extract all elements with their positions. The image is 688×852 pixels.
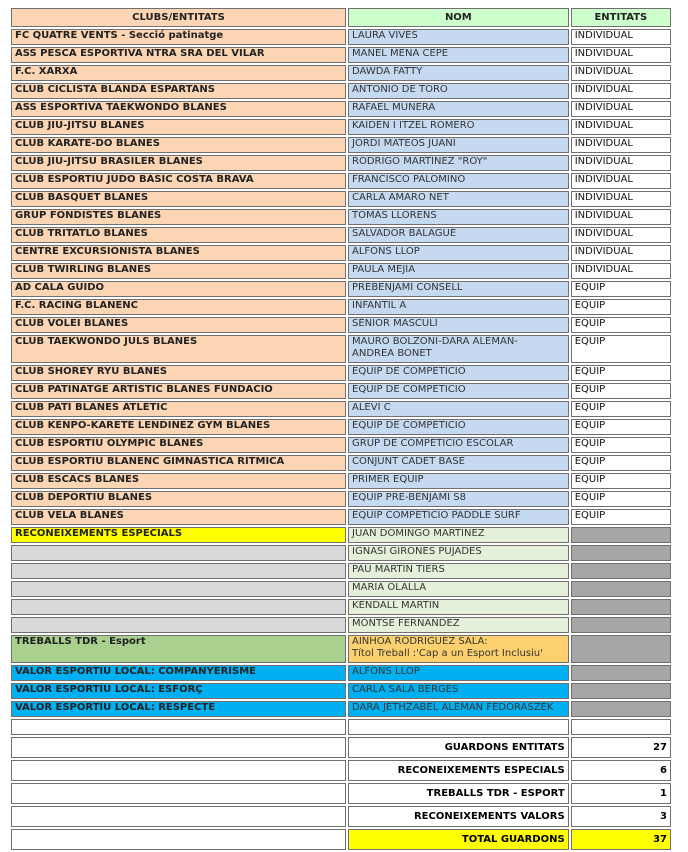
table-row [11,281,671,297]
reconeixement-row [11,581,671,597]
nom-cell: SALVADOR BALAGUÉ [348,227,569,243]
nom-cell: DAWDA FATTY [348,65,569,81]
entitats-cell: EQUIP [571,317,671,333]
table-row [11,137,671,153]
table-row [11,401,671,417]
table-row [11,101,671,117]
table-row [11,155,671,171]
club-cell: CLUB TRITATLÓ BLANES [11,227,346,243]
valor-name: ALFONS LLOP [348,665,569,681]
entitats-cell: INDIVIDUAL [571,47,671,63]
reconeixement-row [11,563,671,579]
nom-cell: CARLA AMARO NET [348,191,569,207]
club-cell: CLUB ESPORTIU JUDO BÀSIC COSTA BRAVA [11,173,346,189]
club-cell: CLUB ESPORTIU BLANENC GIMNÀSTICA RÍTMICA [11,455,346,471]
entitats-cell: INDIVIDUAL [571,191,671,207]
valor-row [11,701,671,717]
reconeixement-name: PAU MARTIN TIERS [348,563,569,579]
table-row [11,227,671,243]
table-row [11,119,671,135]
blank-cell [11,719,346,735]
table-row [11,83,671,99]
club-cell: CLUB ESPORTIU OLYMPIC BLANES [11,437,346,453]
club-cell: GRUP FONDISTES BLANES [11,209,346,225]
reconeixement-row [11,545,671,561]
club-cell: FC QUATRE VENTS - Secció patinatge [11,29,346,45]
summary-row [11,806,671,827]
valor-name: DARA JETHZABEL ALEMAN FEDORASZEK [348,701,569,717]
nom-cell: PREBENJAMÍ CONSELL [348,281,569,297]
nom-line: MAURO BOLZONI-DARA ALEMAN- [352,336,518,347]
nom-cell: ANTONIO DE TORO [348,83,569,99]
club-cell: CLUB CICLISTA BLANDA ESPARTANS [11,83,346,99]
reconeixement-name: MARIA OLALLA [348,581,569,597]
summary-label: RECONEIXEMENTS ESPECIALS [348,760,569,781]
reconeixement-name: MONTSE FERNANDEZ [348,617,569,633]
summary-blank [11,737,346,758]
table-row [11,317,671,333]
entitats-cell: INDIVIDUAL [571,83,671,99]
entitats-cell: INDIVIDUAL [571,155,671,171]
blank-label-cell [11,617,346,633]
club-cell: ASS ESPORTIVA TAEKWONDO BLANES [11,101,346,117]
blank-cell [348,719,569,735]
table-row [11,473,671,489]
club-cell: CLUB JIU-JITSU BRASILER BLANES [11,155,346,171]
blank-label-cell [11,599,346,615]
valor-name: CARLA SALA BERGÉS [348,683,569,699]
entitats-cell: INDIVIDUAL [571,29,671,45]
awards-table-body [11,29,671,850]
summary-row [11,783,671,804]
entitats-cell: INDIVIDUAL [571,137,671,153]
summary-label: TOTAL GUARDONS [348,829,569,850]
nom-cell: EQUIP DE COMPETICIÓ [348,383,569,399]
valor-label: VALOR ESPORTIU LOCAL: RESPECTE [11,701,346,717]
summary-value: 37 [571,829,671,850]
gray-cell [571,683,671,699]
entitats-cell: EQUIP [571,473,671,489]
table-row [11,299,671,315]
club-cell: ASS PESCA ESPORTIVA NTRA SRA DEL VILAR [11,47,346,63]
club-cell: CLUB PATÍ BLANES ATLÈTIC [11,401,346,417]
nom-cell: PAULA MEJÍA [348,263,569,279]
summary-blank [11,806,346,827]
table-row [11,173,671,189]
valor-label: VALOR ESPORTIU LOCAL: COMPANYERISME [11,665,346,681]
summary-value: 3 [571,806,671,827]
summary-blank [11,760,346,781]
nom-cell: EQUIP COMPETICIÓ PADDLE SURF [348,509,569,525]
club-cell: CLUB TAEKWONDO JULS BLANES [11,335,346,363]
header-clubs: CLUBS/ENTITATS [11,8,346,27]
entitats-cell: EQUIP [571,509,671,525]
table-row [11,455,671,471]
entitats-cell: EQUIP [571,335,671,363]
nom-cell: JORDI MATEOS JUANÍ [348,137,569,153]
entitats-cell: INDIVIDUAL [571,263,671,279]
reconeixement-name: KENDALL MARTIN [348,599,569,615]
entitats-cell: EQUIP [571,419,671,435]
club-cell: CLUB PATINATGE ARTÍSTIC BLANES FUNDACIÓ [11,383,346,399]
gray-cell [571,665,671,681]
entitats-cell: EQUIP [571,455,671,471]
club-cell: F.C. XARXA [11,65,346,81]
nom-cell: MANEL MENA CEPE [348,47,569,63]
table-row [11,29,671,45]
header-entitats: ENTITATS [571,8,671,27]
nom-cell: PRIMER EQUIP [348,473,569,489]
awards-table [9,6,673,852]
summary-value: 6 [571,760,671,781]
reconeixement-row [11,599,671,615]
blank-label-cell [11,545,346,561]
awards-table-container [9,6,673,852]
club-cell: CLUB VOLEI BLANES [11,317,346,333]
valor-row [11,665,671,681]
tdr-name: AINHOA RODRÍGUEZ SALA: [352,636,488,647]
entitats-cell: INDIVIDUAL [571,227,671,243]
club-cell: CLUB KARATE-DO BLANES [11,137,346,153]
club-cell: CLUB TWIRLING BLANES [11,263,346,279]
blank-row [11,719,671,735]
table-row [11,335,671,363]
table-row [11,245,671,261]
club-cell: CLUB JIU-JITSU BLANES [11,119,346,135]
tdr-row [11,635,671,663]
nom-cell: EQUIP DE COMPETICIÓ [348,419,569,435]
nom-cell: GRUP DE COMPETICIÓ ESCOLAR [348,437,569,453]
gray-cell [571,635,671,663]
entitats-cell: INDIVIDUAL [571,65,671,81]
club-cell: F.C. RACING BLANENC [11,299,346,315]
gray-cell [571,617,671,633]
nom-cell: LAURA VIVES [348,29,569,45]
club-cell: AD CALA GUIDO [11,281,346,297]
club-cell: CLUB KENPO-KARETE LENDINEZ GYM BLANES [11,419,346,435]
summary-row [11,829,671,850]
entitats-cell: EQUIP [571,365,671,381]
summary-blank [11,829,346,850]
table-row [11,47,671,63]
club-cell: CLUB VELA BLANES [11,509,346,525]
entitats-cell: INDIVIDUAL [571,245,671,261]
club-cell: CLUB ESCACS BLANES [11,473,346,489]
club-cell: CLUB DEPORTIU BLANES [11,491,346,507]
nom-cell [348,335,569,363]
reconeixement-name: JUAN DOMINGO MARTINEZ [348,527,569,543]
table-row [11,191,671,207]
entitats-cell: EQUIP [571,299,671,315]
valor-row [11,683,671,699]
nom-cell: RODRIGO MARTÍNEZ "ROY" [348,155,569,171]
entitats-cell: EQUIP [571,437,671,453]
gray-cell [571,581,671,597]
nom-cell: KAIDEN I ITZEL ROMERO [348,119,569,135]
reconeixements-label: RECONEIXEMENTS ESPECIALS [11,527,346,543]
reconeixement-row [11,617,671,633]
entitats-cell: EQUIP [571,281,671,297]
summary-value: 27 [571,737,671,758]
entitats-cell: INDIVIDUAL [571,119,671,135]
summary-row [11,737,671,758]
nom-cell: ALEVÍ C [348,401,569,417]
entitats-cell: EQUIP [571,491,671,507]
nom-cell: CONJUNT CADET BASE [348,455,569,471]
tdr-title: Títol Treball :'Cap a un Esport Inclusiu' [352,648,543,659]
table-row [11,491,671,507]
reconeixement-name: IGNASI GIRONES PUJADES [348,545,569,561]
club-cell: CLUB BASQUET BLANES [11,191,346,207]
reconeixement-row [11,527,671,543]
tdr-name-cell [348,635,569,663]
table-row [11,383,671,399]
blank-cell [571,719,671,735]
entitats-cell: INDIVIDUAL [571,101,671,117]
valor-label: VALOR ESPORTIU LOCAL: ESFORÇ [11,683,346,699]
entitats-cell: EQUIP [571,401,671,417]
gray-cell [571,527,671,543]
nom-cell: SÉNIOR MASCULÍ [348,317,569,333]
summary-value: 1 [571,783,671,804]
gray-cell [571,545,671,561]
tdr-label: TREBALLS TDR - Esport [11,635,346,663]
table-row [11,263,671,279]
summary-label: TREBALLS TDR - ESPORT [348,783,569,804]
club-cell: CLUB SHOREY RYU BLANES [11,365,346,381]
gray-cell [571,701,671,717]
table-row [11,65,671,81]
entitats-cell: EQUIP [571,383,671,399]
summary-label: GUARDONS ENTITATS [348,737,569,758]
nom-cell: FRANCISCO PALOMINO [348,173,569,189]
blank-label-cell [11,563,346,579]
summary-row [11,760,671,781]
nom-cell: EQUIP PRE-BENJAMI S8 [348,491,569,507]
table-row [11,365,671,381]
entitats-cell: INDIVIDUAL [571,209,671,225]
summary-blank [11,783,346,804]
club-cell: CENTRE EXCURSIONISTA BLANES [11,245,346,261]
summary-label: RECONEIXEMENTS VALORS [348,806,569,827]
table-row [11,209,671,225]
nom-cell: RAFAEL MUNERA [348,101,569,117]
nom-cell: INFANTIL A [348,299,569,315]
gray-cell [571,599,671,615]
nom-cell: EQUIP DE COMPETICIÓ [348,365,569,381]
header-nom: NOM [348,8,569,27]
gray-cell [571,563,671,579]
table-row [11,509,671,525]
entitats-cell: INDIVIDUAL [571,173,671,189]
header-row [11,8,671,27]
blank-label-cell [11,581,346,597]
table-row [11,437,671,453]
nom-cell: TOMÁS LLORENS [348,209,569,225]
table-row [11,419,671,435]
nom-cell: ALFONS LLOP [348,245,569,261]
nom-line: ANDREA BONET [352,348,432,359]
